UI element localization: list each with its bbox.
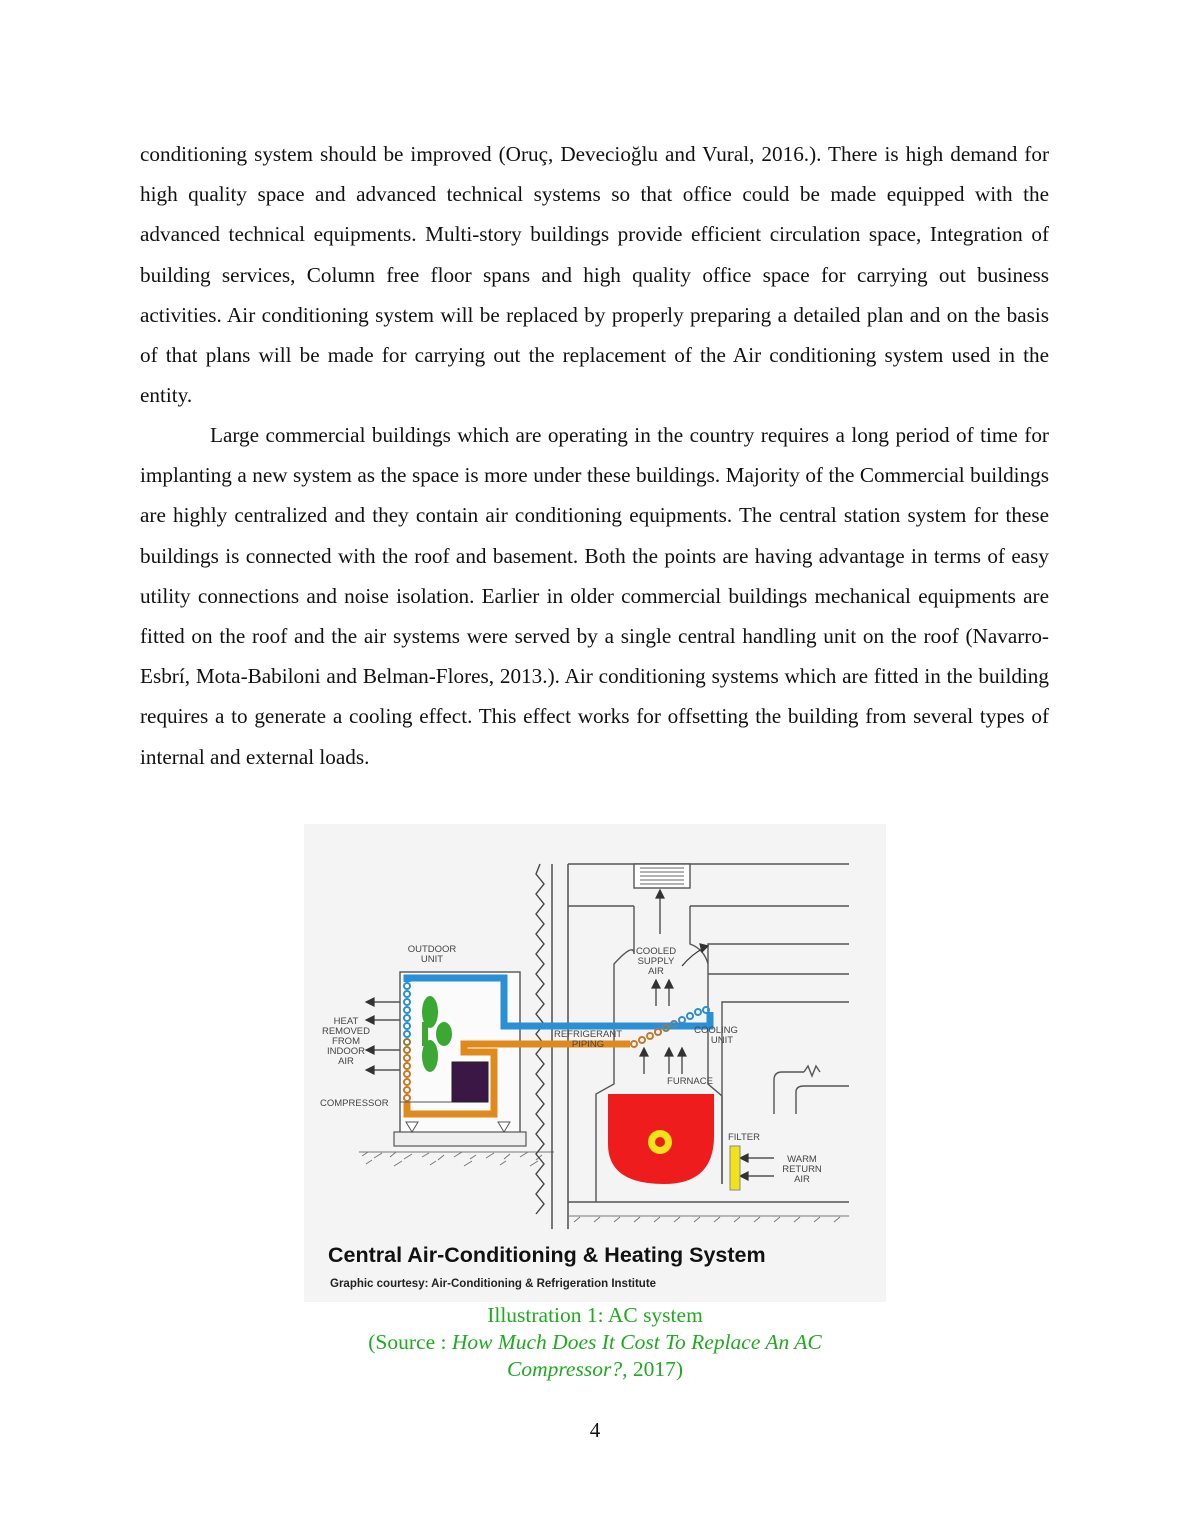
label-warm: WARM — [787, 1154, 817, 1165]
diagram-background — [304, 824, 886, 1302]
label-furnace: FURNACE — [667, 1076, 713, 1087]
label-cooling-unit: UNIT — [710, 1035, 734, 1046]
label-cooled: COOLED — [635, 946, 677, 957]
label-removed: REMOVED — [321, 1026, 371, 1037]
label-outdoor: OUTDOOR — [407, 944, 457, 955]
ac-system-diagram — [304, 824, 886, 1302]
caption-source-line — [300, 1329, 890, 1356]
paragraph-2 — [140, 415, 1049, 777]
paragraph-1-text: conditioning system should be improved (Oruç, Devecioğlu and Vural, 2016.). There is high demand for high quality space and advanced technical systems so that office could be made equipped with the advanced technical equipments. Multi-story buildings provide efficient circulation space, Integration of building services, Column free floor spans and high quality office space for carrying out business activities. Air conditioning system will be replaced by properly preparing a detailed plan and on the basis of that plans will be made for carrying out the replacement of the Air conditioning system used in the entity. — [140, 142, 1049, 408]
label-piping: PIPING — [571, 1039, 605, 1050]
caption-source-prefix: (Source : — [368, 1330, 452, 1354]
page-number: 4 — [589, 1418, 601, 1442]
filter-icon — [730, 1146, 740, 1190]
diagram-credit: Graphic courtesy: Air-Conditioning & Refrigeration Institute — [330, 1278, 657, 1290]
supply-grille — [634, 864, 690, 888]
blower-center — [655, 1137, 665, 1147]
caption-source-line-2 — [300, 1356, 890, 1383]
label-supply-air: AIR — [648, 966, 664, 977]
label-supply: SUPPLY — [637, 956, 675, 967]
paragraph-2-text: Large commercial buildings which are operating in the country requires a long period of time for implanting a new system as the space is more under these buildings. Majority of the Commercial buildings are highly centralized and they contain air conditioning equipments. The central station system for these buildings is connected with the roof and basement. Both the points are having advantage in terms of easy utility connections and noise isolation. Earlier in older commercial buildings mechanical equipments are fitted on the roof and the air systems were served by a single central handling unit on the roof (Navarro-Esbrí, Mota-Babiloni and Belman-Flores, 2013.). Air conditioning systems which are fitted in the building requires a to generate a cooling effect. This effect works for offsetting the building from several types of internal and external loads. — [140, 423, 1049, 769]
label-outdoor-unit: UNIT — [420, 954, 444, 965]
compressor-icon — [452, 1062, 488, 1102]
label-from: FROM — [332, 1036, 360, 1047]
label-air: AIR — [338, 1056, 354, 1067]
label-compressor: COMPRESSOR — [320, 1098, 389, 1109]
label-return-air: AIR — [794, 1174, 810, 1185]
caption-source-title-a: How Much Does It Cost To Replace An AC — [451, 1330, 822, 1354]
label-indoor: INDOOR — [327, 1046, 365, 1057]
label-heat: HEAT — [333, 1016, 359, 1027]
label-return: RETURN — [782, 1164, 822, 1175]
diagram-title: Central Air-Conditioning & Heating System — [328, 1243, 766, 1267]
label-cooling: COOLING — [694, 1025, 738, 1036]
caption-source-suffix: , 2017) — [622, 1357, 683, 1381]
figure-caption — [300, 1302, 890, 1383]
caption-source-title-b: Compressor? — [506, 1357, 623, 1381]
label-filter: FILTER — [727, 1132, 761, 1143]
caption-title: Illustration 1: AC system — [487, 1303, 703, 1327]
paragraph-1 — [140, 134, 1049, 415]
label-refrigerant: REFRIGERANT — [553, 1029, 623, 1040]
